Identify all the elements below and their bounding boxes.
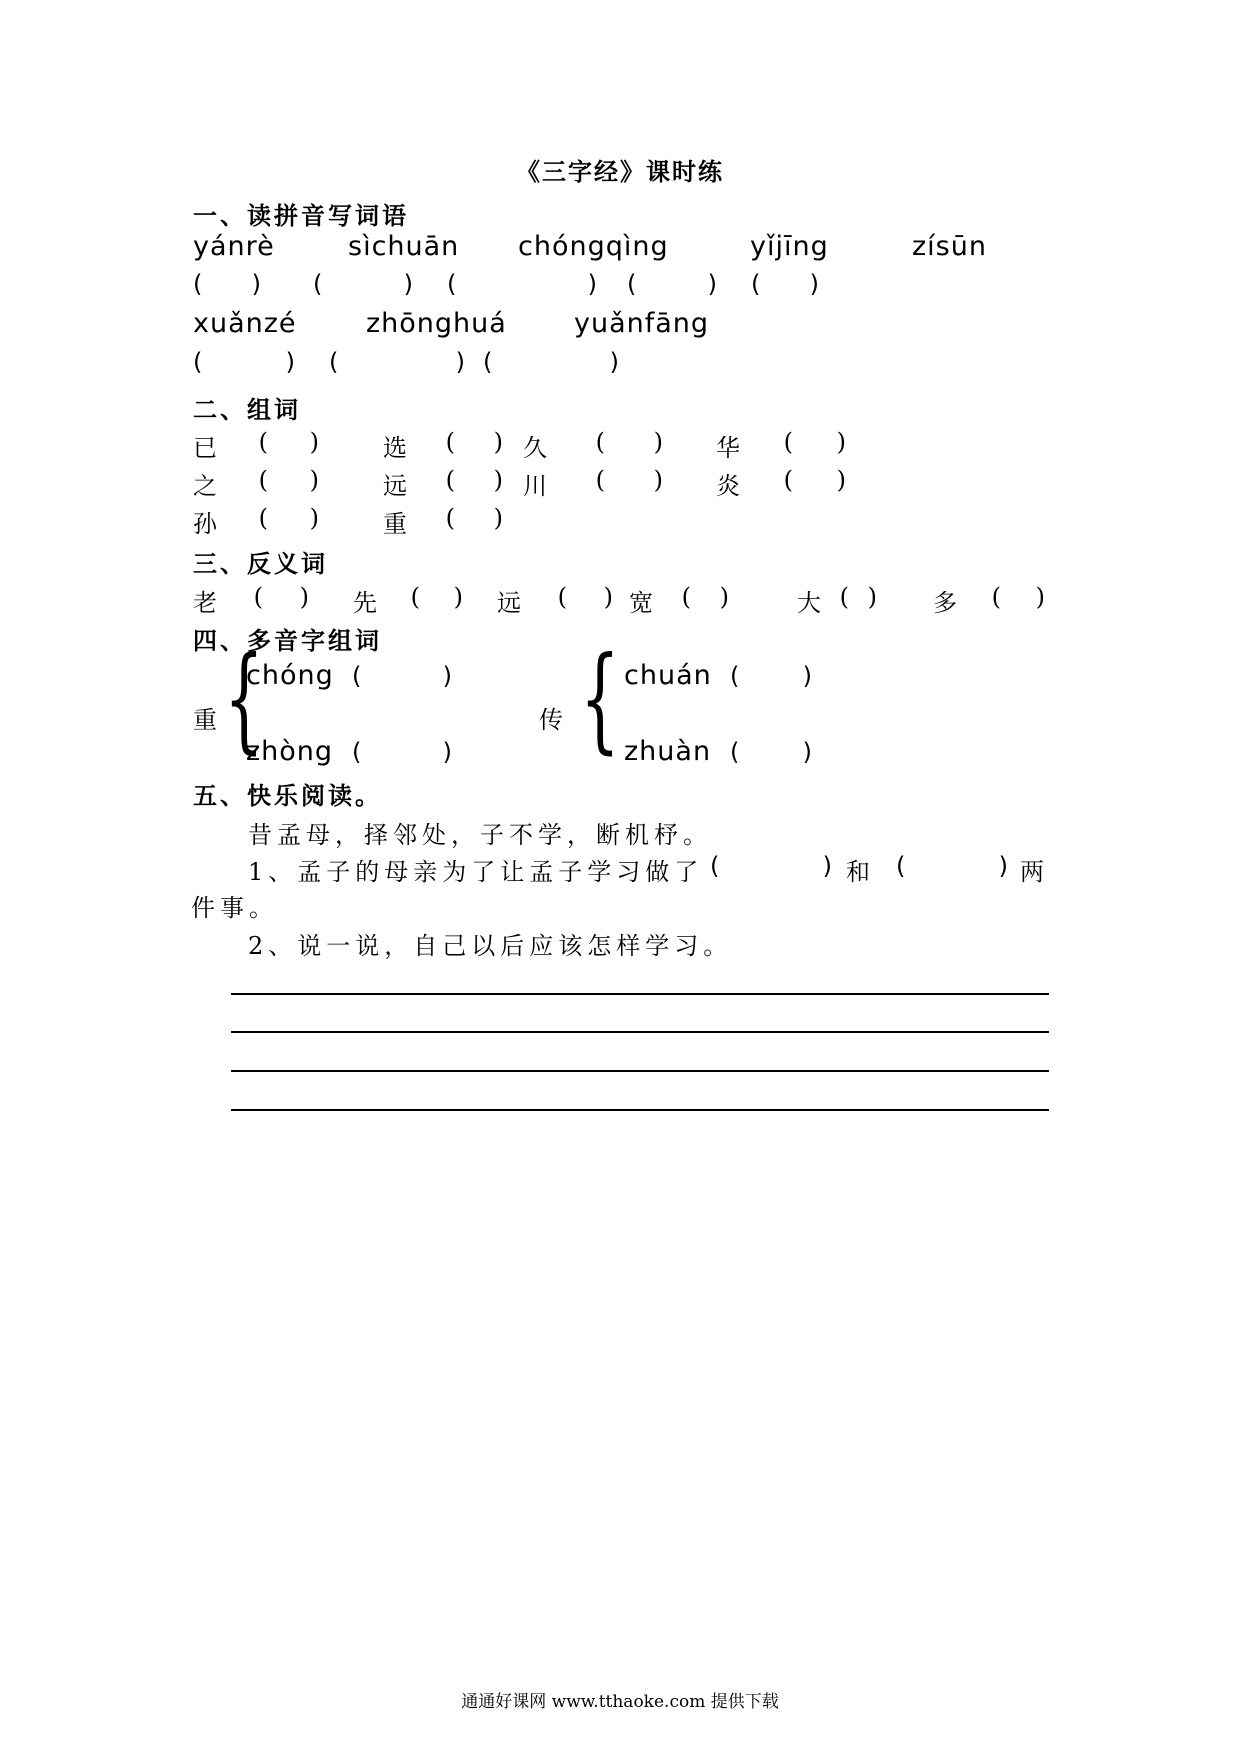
answer-line[interactable] [231, 1109, 1049, 1111]
pinyin-word: yǐjīng [750, 231, 829, 262]
pinyin-word: yánrè [193, 231, 275, 262]
word-group-item[interactable]: 孙 ( ) [193, 504, 319, 538]
answer-row-2 [193, 348, 1093, 382]
answer-blank[interactable]: ( ) [447, 270, 597, 298]
answer-blank[interactable]: ( ) [329, 348, 465, 376]
pinyin-reading: chuán [624, 660, 712, 691]
antonym-item[interactable]: 老 ( ) [193, 583, 309, 617]
word-group-item[interactable]: 川 ( ) [523, 466, 663, 500]
section-3-heading: 三、反义词 [193, 549, 328, 578]
word-group-row-2 [193, 466, 1093, 500]
word-group-item[interactable]: 华 ( ) [716, 428, 846, 462]
answer-blank[interactable]: ( ) [483, 348, 619, 376]
pinyin-word: sìchuān [348, 231, 460, 262]
answer-blank[interactable]: ( ) [352, 738, 452, 766]
antonym-item[interactable]: 先 ( ) [353, 583, 463, 617]
question-2-text: 2、说一说，自己以后应该怎样学习。 [248, 932, 733, 960]
question-1-and: 和 [846, 858, 875, 886]
answer-line[interactable] [231, 1031, 1049, 1033]
page-title: 《三字经》课时练 [516, 157, 724, 186]
answer-blank[interactable]: ( ) [193, 348, 295, 376]
brace-1: { [224, 632, 264, 765]
word-group-item[interactable]: 已 ( ) [193, 428, 319, 462]
question-1-text: 1、孟子的母亲为了让孟子学习做了 [248, 858, 704, 886]
answer-line[interactable] [231, 993, 1049, 995]
answer-blank[interactable]: ( ) [730, 738, 812, 766]
antonym-row [193, 583, 1093, 617]
pinyin-word: zhōnghuá [366, 308, 507, 339]
word-group-item[interactable]: 选 ( ) [383, 428, 503, 462]
answer-line[interactable] [231, 1070, 1049, 1072]
section-2-heading: 二、组词 [193, 395, 301, 424]
answer-row-1 [193, 270, 1093, 304]
question-1-end: 两 [1020, 858, 1049, 886]
page-footer: 通通好课网 www.tthaoke.com 提供下载 [461, 1692, 779, 1712]
pinyin-word: zísūn [912, 231, 987, 262]
word-group-item[interactable]: 重 ( ) [383, 504, 503, 538]
antonym-item[interactable]: 宽 ( ) [629, 583, 729, 617]
pinyin-reading: chóng [246, 660, 334, 691]
brace-2: { [580, 632, 620, 765]
answer-blank[interactable]: ( ) [751, 270, 819, 298]
word-group-item[interactable]: 之 ( ) [193, 466, 319, 500]
answer-blank[interactable]: ( ) [193, 270, 261, 298]
pinyin-word: xuǎnzé [193, 308, 297, 339]
reading-passage: 昔孟母，择邻处，子不学，断机杼。 [248, 821, 712, 849]
answer-blank[interactable]: ( ) [710, 852, 832, 880]
word-group-row-3 [193, 504, 1093, 538]
polyphone-char-2: 传 [539, 706, 563, 734]
antonym-item[interactable]: 多 ( ) [933, 583, 1045, 617]
answer-blank[interactable]: ( ) [730, 662, 812, 690]
pinyin-row-1 [193, 231, 1093, 265]
answer-blank[interactable]: ( ) [352, 662, 452, 690]
section-1-heading: 一、读拼音写词语 [193, 201, 409, 230]
question-1-line-2: 件事。 [191, 894, 278, 922]
word-group-item[interactable]: 远 ( ) [383, 466, 503, 500]
pinyin-reading: zhòng [246, 736, 334, 767]
pinyin-row-2 [193, 308, 1093, 342]
pinyin-word: yuǎnfāng [574, 308, 710, 339]
answer-blank[interactable]: ( ) [313, 270, 413, 298]
word-group-item[interactable]: 久 ( ) [523, 428, 663, 462]
section-4-heading: 四、多音字组词 [193, 626, 382, 655]
pinyin-reading: zhuàn [624, 736, 712, 767]
antonym-item[interactable]: 远 ( ) [497, 583, 613, 617]
answer-blank[interactable]: ( ) [627, 270, 717, 298]
word-group-row-1 [193, 428, 1093, 462]
polyphone-char-1: 重 [193, 706, 217, 734]
word-group-item[interactable]: 炎 ( ) [716, 466, 846, 500]
answer-blank[interactable]: ( ) [896, 852, 1008, 880]
antonym-item[interactable]: 大 ( ) [797, 583, 877, 617]
section-5-heading: 五、快乐阅读。 [193, 781, 382, 810]
pinyin-word: chóngqìng [518, 231, 669, 262]
